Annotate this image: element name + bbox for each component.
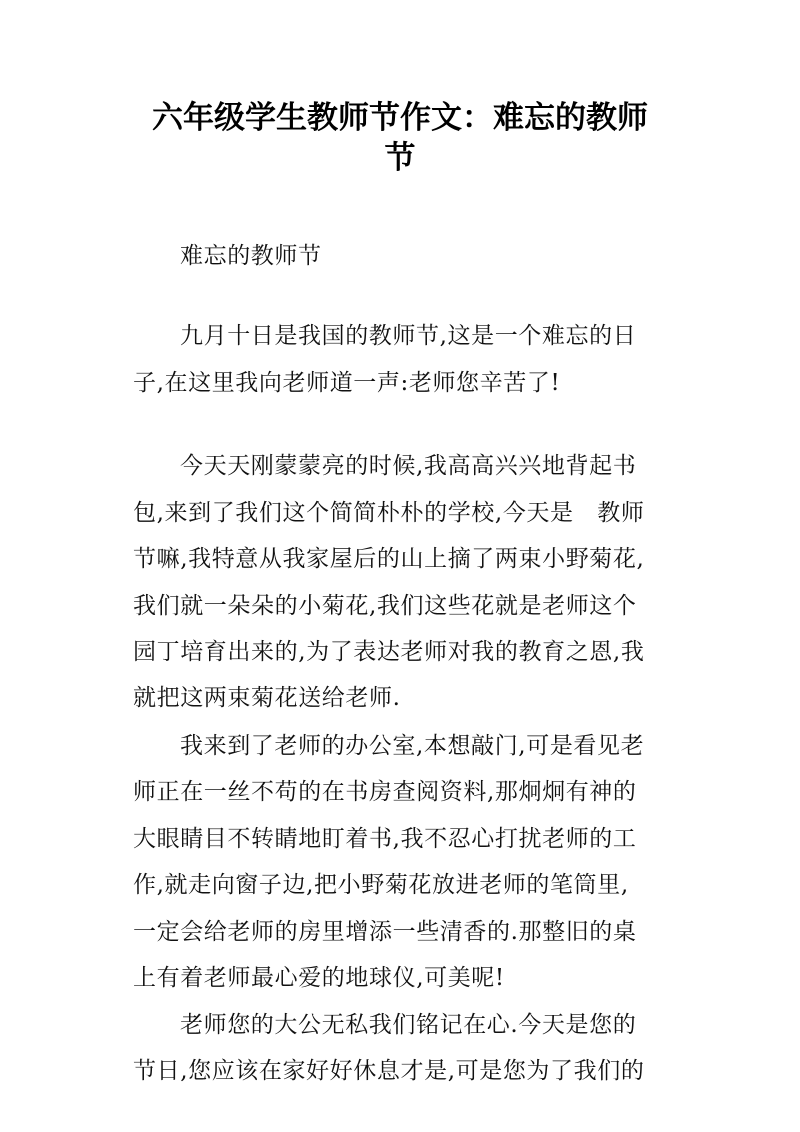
paragraph-2-line-3: 节嘛,我特意从我家屋后的山上摘了两束小野菊花, [133, 546, 645, 572]
paragraph-2-line-4: 我们就一朵朵的小菊花,我们这些花就是老师这个 [133, 593, 637, 619]
paragraph-2-line-6: 就把这两束菊花送给老师. [133, 685, 401, 711]
paragraph-3-line-2: 师正在一丝不苟的在书房查阅资料,那炯炯有神的 [133, 779, 637, 805]
document-title [100, 98, 700, 178]
paragraph-1-line-2: 子,在这里我向老师道一声:老师您辛苦了! [133, 370, 561, 396]
paragraph-2-line-1: 今天天刚蒙蒙亮的时候,我高高兴兴地背起书 [180, 453, 637, 479]
title-line-2: 节 [384, 140, 416, 176]
paragraph-3-line-4: 作,就走向窗子边,把小野菊花放进老师的笔筒里, [133, 872, 629, 898]
paragraph-3-line-5: 一定会给老师的房里增添一些清香的.那整旧的桌 [133, 919, 637, 945]
paragraph-2-line-2: 包,来到了我们这个简简朴朴的学校,今天是 教师 [133, 500, 645, 526]
title-line-1: 六年级学生教师节作文：难忘的教师 [152, 100, 648, 136]
paragraph-3-line-1: 我来到了老师的办公室,本想敲门,可是看见老 [180, 733, 645, 759]
paragraph-3-line-6: 上有着老师最心爱的地球仪,可美呢! [133, 965, 505, 991]
paragraph-3-line-3: 大眼睛目不转睛地盯着书,我不忍心打扰老师的工 [133, 826, 637, 852]
subtitle: 难忘的教师节 [180, 243, 322, 269]
paragraph-2-line-5: 园丁培育出来的,为了表达老师对我的教育之恩,我 [133, 639, 645, 665]
paragraph-4-line-1: 老师您的大公无私我们铭记在心.今天是您的 [180, 1012, 637, 1038]
paragraph-4-line-2: 节日,您应该在家好好休息才是,可是您为了我们的 [133, 1058, 645, 1084]
paragraph-1-line-1: 九月十日是我国的教师节,这是一个难忘的日 [180, 323, 637, 349]
